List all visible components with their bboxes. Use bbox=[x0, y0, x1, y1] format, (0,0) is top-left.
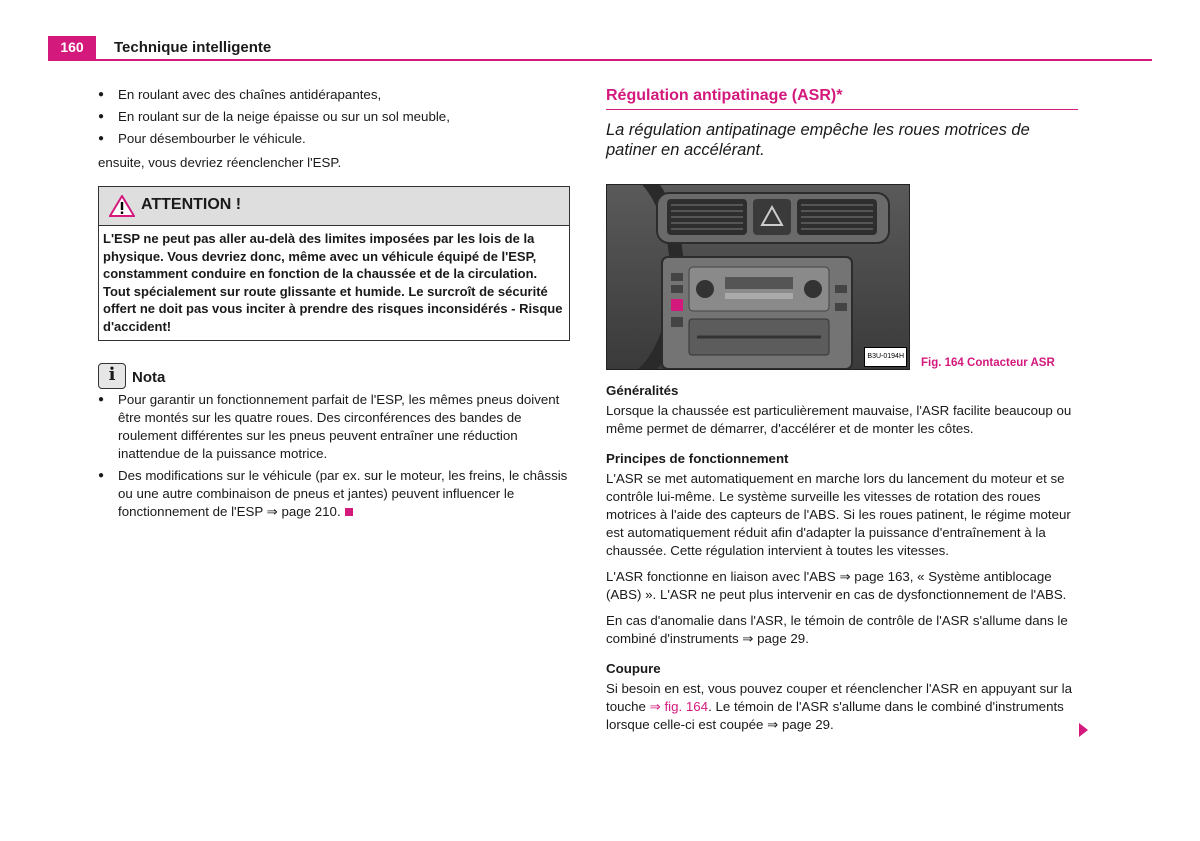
dashboard-illustration bbox=[607, 185, 909, 369]
section-intro: La régulation antipatinage empêche les roues motrices de patiner en accélérant. bbox=[606, 121, 1030, 159]
principes-paragraph-1: L'ASR se met automatiquement en marche lors du lancement du moteur et se contrôle lui-même. Le système surveille les vitesses de rotation des roues motrices à l'aide des capteurs de l'ABS. Si les roues patinent, le régime moteur est automatiquement réduit afin d'adapter la puissance d'entraînement à la chaussée. Cette régulation intervient à toutes les vitesses. bbox=[606, 471, 1071, 558]
list-item: ● Pour désembourber le véhicule. bbox=[98, 130, 570, 148]
figure-code: B3U-0194H bbox=[864, 347, 907, 367]
nota-list bbox=[98, 391, 570, 521]
next-page-arrow-icon[interactable] bbox=[1079, 723, 1088, 737]
nota-header bbox=[98, 363, 570, 391]
attention-box bbox=[98, 186, 570, 341]
principes-paragraph-2: L'ASR fonctionne en liaison avec l'ABS ⇒ page 163, « Système antiblocage (ABS) ». L'ASR ne peut plus intervenir en cas de dysfonctionnement de l'ABS. bbox=[606, 569, 1067, 602]
nota-box bbox=[98, 363, 570, 521]
nota-title: Nota bbox=[132, 368, 166, 386]
list-item bbox=[98, 467, 570, 521]
page-number: 160 bbox=[48, 36, 96, 59]
coupure-text-end: . Le témoin de l'ASR s'allume dans le combiné d'instruments lorsque celle-ci est coupée ⇒ page 29. bbox=[606, 699, 1064, 732]
warning-triangle-icon bbox=[109, 195, 135, 217]
list-item: ● En roulant sur de la neige épaisse ou sur un sol meuble, bbox=[98, 108, 570, 126]
principes-paragraph-3: En cas d'anomalie dans l'ASR, le témoin de contrôle de l'ASR s'allume dans le combiné d'instruments ⇒ page 29. bbox=[606, 613, 1068, 646]
figure bbox=[606, 184, 1078, 370]
attention-title: ATTENTION ! bbox=[141, 196, 242, 213]
left-column bbox=[98, 86, 570, 525]
generalites-text: Lorsque la chaussée est particulièrement mauvaise, l'ASR facilite beaucoup ou même permet de démarrer, d'accélérer et de monter les côtes. bbox=[606, 403, 1072, 436]
coupure-text bbox=[606, 680, 1078, 734]
figure-link[interactable]: ⇒ fig. 164 bbox=[649, 699, 709, 714]
subheading-generalites: Généralités bbox=[606, 383, 679, 398]
end-of-section-icon bbox=[345, 508, 353, 516]
coupure-text-start: Si besoin en est, vous pouvez couper et réenclencher l'ASR en appuyant sur la touche bbox=[606, 681, 1072, 714]
asr-switch-photo bbox=[606, 184, 910, 370]
header-rule bbox=[48, 59, 1152, 61]
subheading-principes: Principes de fonctionnement bbox=[606, 451, 789, 466]
subheading-coupure: Coupure bbox=[606, 661, 661, 676]
section-title: Régulation antipatinage (ASR)* bbox=[606, 86, 1078, 110]
attention-text: L'ESP ne peut pas aller au-delà des limites imposées par les lois de la physique. Vous devriez donc, même avec un véhicule équipé de l'ESP, constamment conduire en fonction de la chaussée et de la circulation. Tout spécialement sur route glissante et humide. Le surcroît de sécurité offert ne doit pas vous inciter à prendre des risques inconsidérés - Risque d'accident! bbox=[103, 231, 563, 334]
right-column bbox=[606, 86, 1078, 742]
figure-caption: Fig. 164 Contacteur ASR bbox=[921, 357, 1055, 369]
running-title: Technique intelligente bbox=[114, 39, 272, 56]
attention-header bbox=[99, 187, 569, 226]
list-item-text: Des modifications sur le véhicule (par ex. sur le moteur, les freins, le châssis ou une autre combinaison de pneus et jantes) peuvent influencer le fonctionnement de l'ESP ⇒ page 210. bbox=[118, 467, 568, 519]
list-item: ● En roulant avec des chaînes antidérapantes, bbox=[98, 86, 570, 104]
after-list-text: ensuite, vous devriez réenclencher l'ESP. bbox=[98, 155, 342, 170]
condition-list bbox=[98, 86, 570, 148]
info-icon: i bbox=[98, 363, 126, 389]
page-header bbox=[48, 36, 1152, 61]
list-item: ● Pour garantir un fonctionnement parfait de l'ESP, les mêmes pneus doivent être montés sur les quatre roues. Des circonférences des bandes de roulement différentes sur les pneus peuvent entraîner une réduction inattendue de la puissance motrice. bbox=[98, 391, 570, 463]
